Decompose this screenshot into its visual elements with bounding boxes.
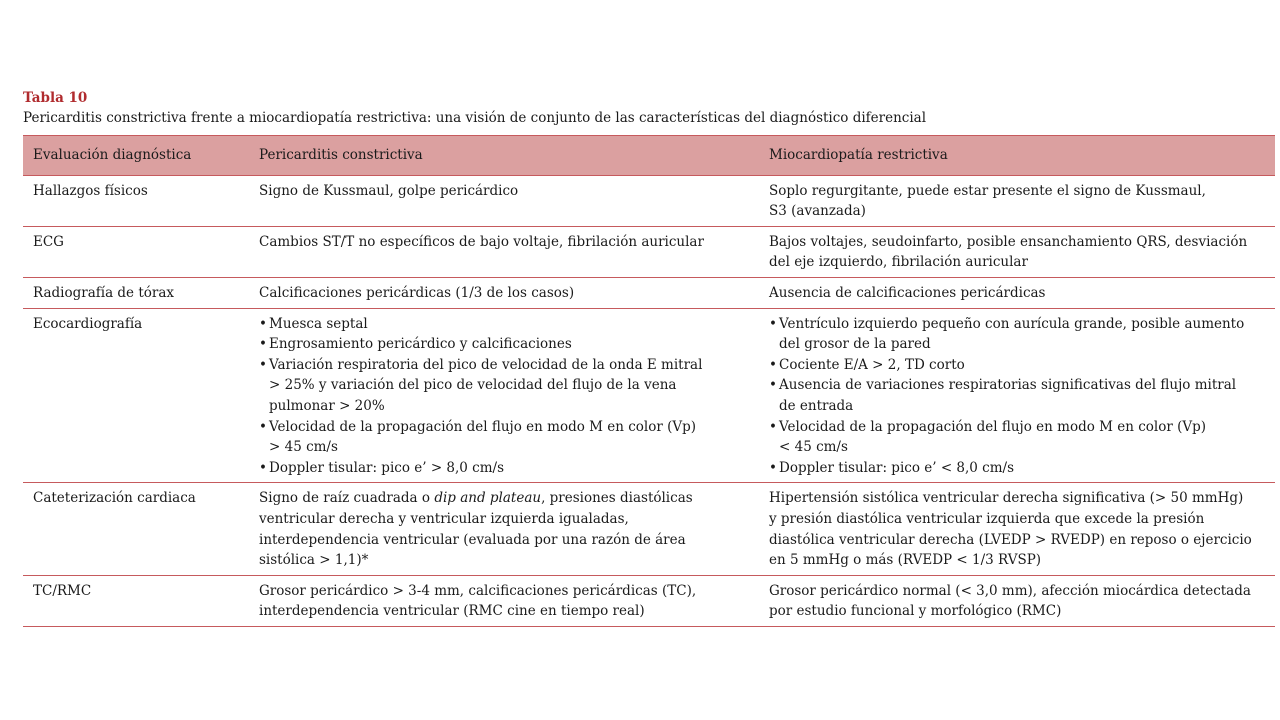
table-row	[23, 277, 1275, 308]
restrictive-cell	[759, 175, 1275, 226]
constrictive-line: Signo de Kussmaul, golpe pericárdico	[259, 182, 519, 199]
restrictive-line: S3 (avanzada)	[769, 203, 866, 220]
constrictive-bullet-line: > 45 cm/s	[269, 439, 338, 456]
column-header-restrictive: Miocardiopatía restrictiva	[759, 136, 1275, 176]
constrictive-cell	[249, 226, 759, 277]
table-header-row	[23, 136, 1275, 176]
assessment-cell: Hallazgos físicos	[23, 175, 249, 226]
restrictive-cell	[759, 483, 1275, 575]
assessment-cell: Radiografía de tórax	[23, 277, 249, 308]
constrictive-line: interdependencia ventricular (RMC cine en tiempo real)	[259, 603, 645, 620]
constrictive-cell	[249, 277, 759, 308]
table-label: Tabla 10	[23, 90, 88, 106]
restrictive-bullet-item	[769, 314, 1265, 355]
restrictive-bullet-item	[769, 355, 1265, 376]
restrictive-bullet-line: < 45 cm/s	[779, 439, 848, 456]
restrictive-line: Bajos voltajes, seudoinfarto, posible ensanchamiento QRS, desviación	[769, 233, 1248, 250]
restrictive-bullet-line: Ausencia de variaciones respiratorias significativas del flujo mitral	[779, 377, 1237, 394]
restrictive-bullet-line: de entrada	[779, 397, 854, 414]
table-row	[23, 226, 1275, 277]
constrictive-text: Signo de raíz cuadrada o	[259, 490, 435, 507]
restrictive-line: Ausencia de calcificaciones pericárdicas	[769, 284, 1046, 301]
restrictive-line: Soplo regurgitante, puede estar presente el signo de Kussmaul,	[769, 182, 1206, 199]
restrictive-bullet-item	[769, 417, 1265, 458]
restrictive-line: por estudio funcional y morfológico (RMC)	[769, 603, 1062, 620]
table-row	[23, 483, 1275, 575]
constrictive-bullet-line: Muesca septal	[269, 315, 368, 332]
table-row	[23, 575, 1275, 626]
restrictive-line: diastólica ventricular derecha (LVEDP > RVEDP) en reposo o ejercicio	[769, 531, 1252, 548]
restrictive-cell	[759, 308, 1275, 483]
restrictive-bullet-line: Ventrículo izquierdo pequeño con aurícula grande, posible aumento	[779, 315, 1245, 332]
constrictive-text: , presiones diastólicas	[541, 490, 693, 507]
constrictive-bullet-item	[259, 417, 749, 458]
restrictive-line: del eje izquierdo, fibrilación auricular	[769, 254, 1028, 271]
restrictive-line: en 5 mmHg o más (RVEDP < 1/3 RVSP)	[769, 552, 1042, 569]
constrictive-text: interdependencia ventricular (evaluada por una razón de área	[259, 531, 686, 548]
assessment-cell: Cateterización cardiaca	[23, 483, 249, 575]
constrictive-bullet-item	[259, 458, 749, 479]
constrictive-bullet-line: > 25% y variación del pico de velocidad del flujo de la vena	[269, 377, 677, 394]
assessment-cell: TC/RMC	[23, 575, 249, 626]
restrictive-cell	[759, 277, 1275, 308]
constrictive-bullet-line: Variación respiratoria del pico de velocidad de la onda E mitral	[269, 356, 703, 373]
constrictive-cell	[249, 483, 759, 575]
constrictive-line: Calcificaciones pericárdicas (1/3 de los casos)	[259, 284, 575, 301]
restrictive-bullet-line: Cociente E/A > 2, TD corto	[779, 356, 965, 373]
restrictive-bullet-item	[769, 458, 1265, 479]
constrictive-bullet-line: Engrosamiento pericárdico y calcificaciones	[269, 336, 572, 353]
differential-diagnosis-table	[23, 135, 1275, 627]
assessment-cell: Ecocardiografía	[23, 308, 249, 483]
table-caption: Pericarditis constrictiva frente a miocardiopatía restrictiva: una visión de conjunto de las características del diagnóstico diferencial	[23, 110, 927, 126]
table-body	[23, 175, 1275, 626]
constrictive-cell	[249, 575, 759, 626]
restrictive-cell	[759, 575, 1275, 626]
column-header-constrictive: Pericarditis constrictiva	[249, 136, 759, 176]
restrictive-bullet-line: del grosor de la pared	[779, 336, 931, 353]
restrictive-bullet-line: Doppler tisular: pico e’ < 8,0 cm/s	[779, 459, 1015, 476]
restrictive-bullet-list	[769, 314, 1265, 479]
constrictive-bullet-item	[259, 314, 749, 335]
table-row	[23, 308, 1275, 483]
constrictive-text: sistólica > 1,1)*	[259, 552, 369, 569]
restrictive-bullet-line: Velocidad de la propagación del flujo en modo M en color (Vp)	[779, 418, 1207, 435]
constrictive-italic-text: dip and plateau	[434, 490, 542, 507]
constrictive-bullet-line: pulmonar > 20%	[269, 397, 385, 414]
restrictive-line: Grosor pericárdico normal (< 3,0 mm), afección miocárdica detectada	[769, 582, 1251, 599]
restrictive-line: Hipertensión sistólica ventricular derecha significativa (> 50 mmHg)	[769, 490, 1244, 507]
document	[23, 89, 1275, 627]
constrictive-text: ventricular derecha y ventricular izquierda igualadas,	[259, 510, 629, 527]
constrictive-cell	[249, 308, 759, 483]
restrictive-bullet-item	[769, 375, 1265, 416]
column-header-assessment: Evaluación diagnóstica	[23, 136, 249, 176]
restrictive-cell	[759, 226, 1275, 277]
constrictive-bullet-item	[259, 334, 749, 355]
constrictive-bullet-line: Velocidad de la propagación del flujo en modo M en color (Vp)	[269, 418, 697, 435]
restrictive-line: y presión diastólica ventricular izquierda que excede la presión	[769, 510, 1205, 527]
constrictive-bullet-list	[259, 314, 749, 479]
constrictive-cell	[249, 175, 759, 226]
assessment-cell: ECG	[23, 226, 249, 277]
table-row	[23, 175, 1275, 226]
constrictive-line: Cambios ST/T no específicos de bajo voltaje, fibrilación auricular	[259, 233, 704, 250]
constrictive-bullet-item	[259, 355, 749, 417]
constrictive-line: Grosor pericárdico > 3-4 mm, calcificaciones pericárdicas (TC),	[259, 582, 697, 599]
constrictive-bullet-line: Doppler tisular: pico e’ > 8,0 cm/s	[269, 459, 505, 476]
